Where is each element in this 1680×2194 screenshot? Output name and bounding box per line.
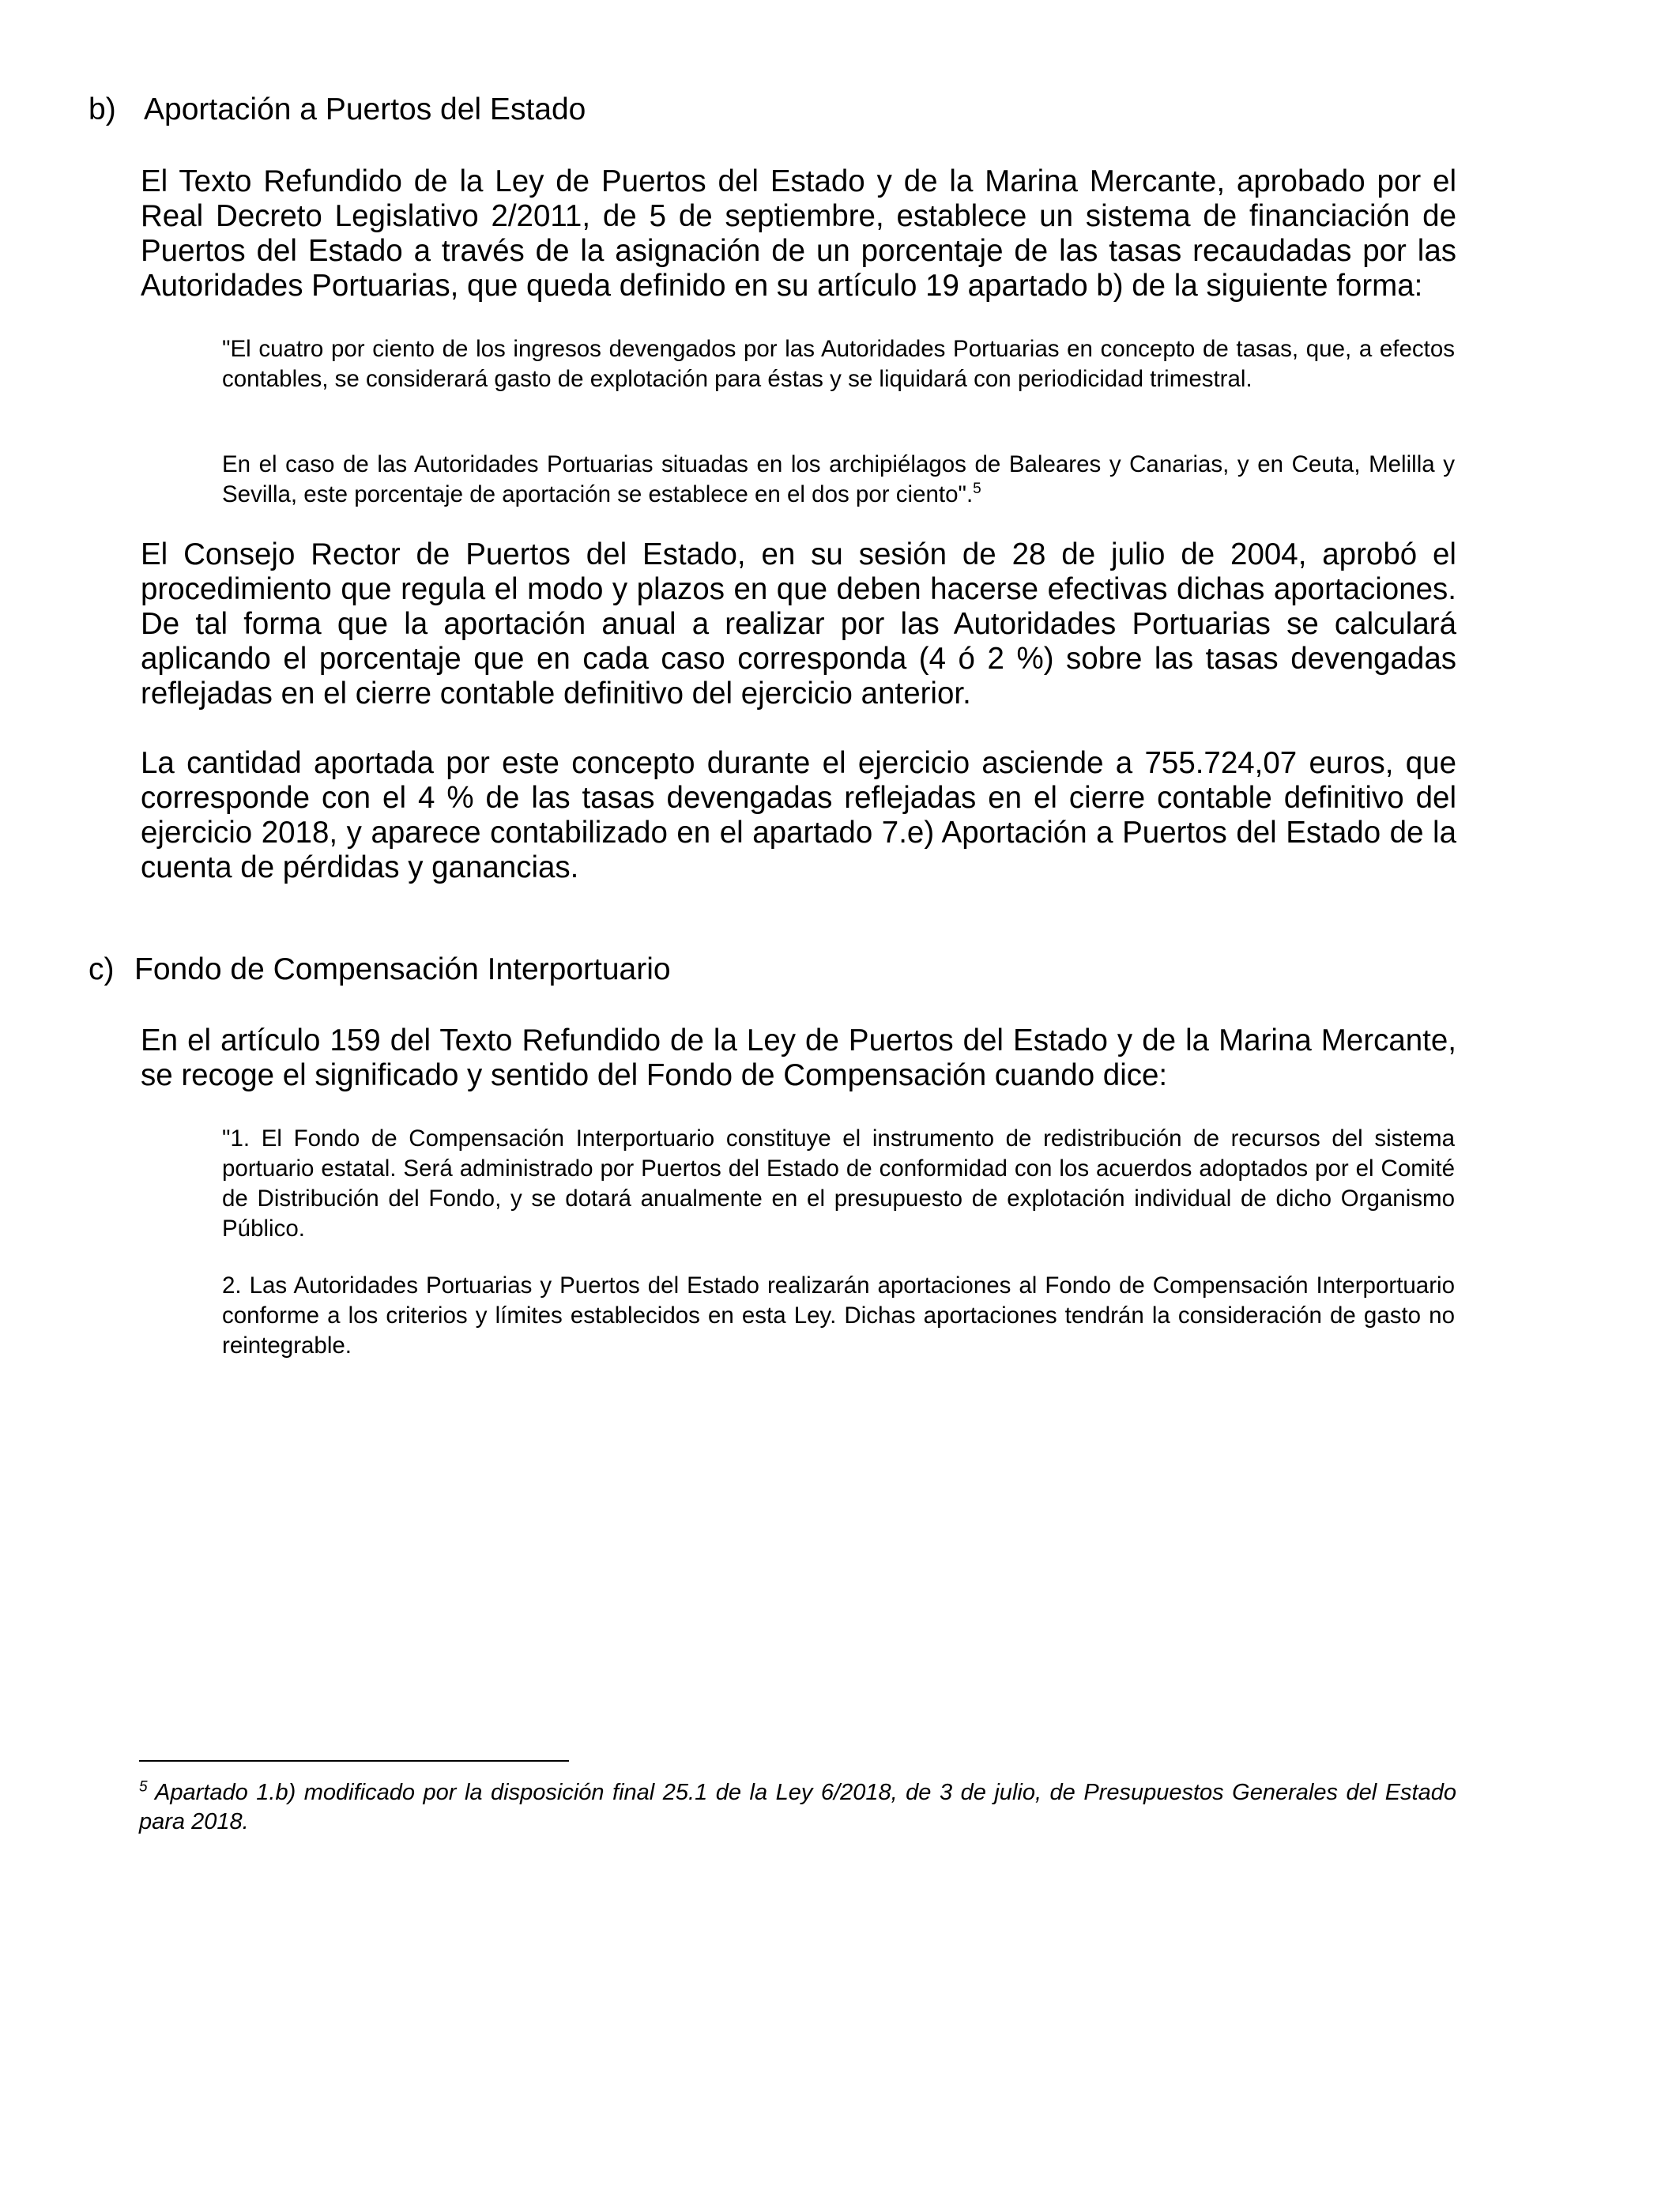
- section-b-quote-1: "El cuatro por ciento de los ingresos devengados por las Autoridades Portuarias en concepto de tasas, que, a efectos contables, se considerará gasto de explotación para éstas y se liquidará con periodicidad trimestral.: [222, 336, 1455, 392]
- section-c-paragraph-1: En el artículo 159 del Texto Refundido de la Ley de Puertos del Estado y de la Marina Mercante, se recoge el significado y sentido del Fondo de Compensación cuando dice:: [141, 1023, 1456, 1092]
- section-c-title: Fondo de Compensación Interportuario: [134, 952, 671, 986]
- section-c-quote-2: 2. Las Autoridades Portuarias y Puertos del Estado realizarán aportaciones al Fondo de Compensación Interportuario conforme a los criterios y límites establecidos en esta Ley. Dichas aportaciones tendrán la consideración de gasto no reintegrable.: [222, 1272, 1455, 1359]
- section-b-quote-2: [222, 450, 1455, 510]
- section-b-paragraph-2: El Consejo Rector de Puertos del Estado, en su sesión de 28 de julio de 2004, aprobó el procedimiento que regula el modo y plazos en que deben hacerse efectivas dichas aportaciones. De tal forma que la aportación anual a realizar por las Autoridades Portuarias se calculará aplicando el porcentaje que en cada caso corresponda (4 ó 2 %) sobre las tasas devengadas reflejadas en el cierre contable definitivo del ejercicio anterior.: [141, 537, 1456, 711]
- section-b-paragraph-3: La cantidad aportada por este concepto durante el ejercicio asciende a 755.724,07 euros, que corresponde con el 4 % de las tasas devengadas reflejadas en el cierre contable definitivo del ejercicio 2018, y aparece contabilizado en el apartado 7.e) Aportación a Puertos del Estado de la cuenta de pérdidas y ganancias.: [141, 746, 1456, 884]
- section-c-marker: c): [89, 952, 115, 986]
- footnote-text: Apartado 1.b) modificado por la disposición final 25.1 de la Ley 6/2018, de 3 de julio, de Presupuestos Generales del Estado para 2018.: [139, 1780, 1456, 1834]
- footnote-separator: [139, 1760, 569, 1762]
- section-b-marker: b): [89, 92, 116, 126]
- section-c-heading: [89, 952, 671, 988]
- section-c-quote-1: "1. El Fondo de Compensación Interportuario constituye el instrumento de redistribución de recursos del sistema portuario estatal. Será administrado por Puertos del Estado de conformidad con los acuerdos adoptados por el Comité de Distribución del Fondo, y se dotará anualmente en el presupuesto de explotación individual de dicho Organismo Público.: [222, 1125, 1455, 1242]
- section-b-heading: [89, 92, 586, 128]
- footnote: [139, 1778, 1456, 1837]
- section-b-quote-2-text: En el caso de las Autoridades Portuarias situadas en los archipiélagos de Baleares y Canarias, y en Ceuta, Melilla y Sevilla, este porcentaje de aportación se establece en el dos por ciento".: [222, 451, 1455, 507]
- footnote-reference: 5: [973, 481, 981, 498]
- footnote-number: 5: [139, 1778, 148, 1796]
- section-b-title: Aportación a Puertos del Estado: [144, 92, 586, 126]
- section-b-paragraph-1: El Texto Refundido de la Ley de Puertos del Estado y de la Marina Mercante, aprobado por el Real Decreto Legislativo 2/2011, de 5 de septiembre, establece un sistema de financiación de Puertos del Estado a través de la asignación de un porcentaje de las tasas recaudadas por las Autoridades Portuarias, que queda definido en su artículo 19 apartado b) de la siguiente forma:: [141, 164, 1456, 303]
